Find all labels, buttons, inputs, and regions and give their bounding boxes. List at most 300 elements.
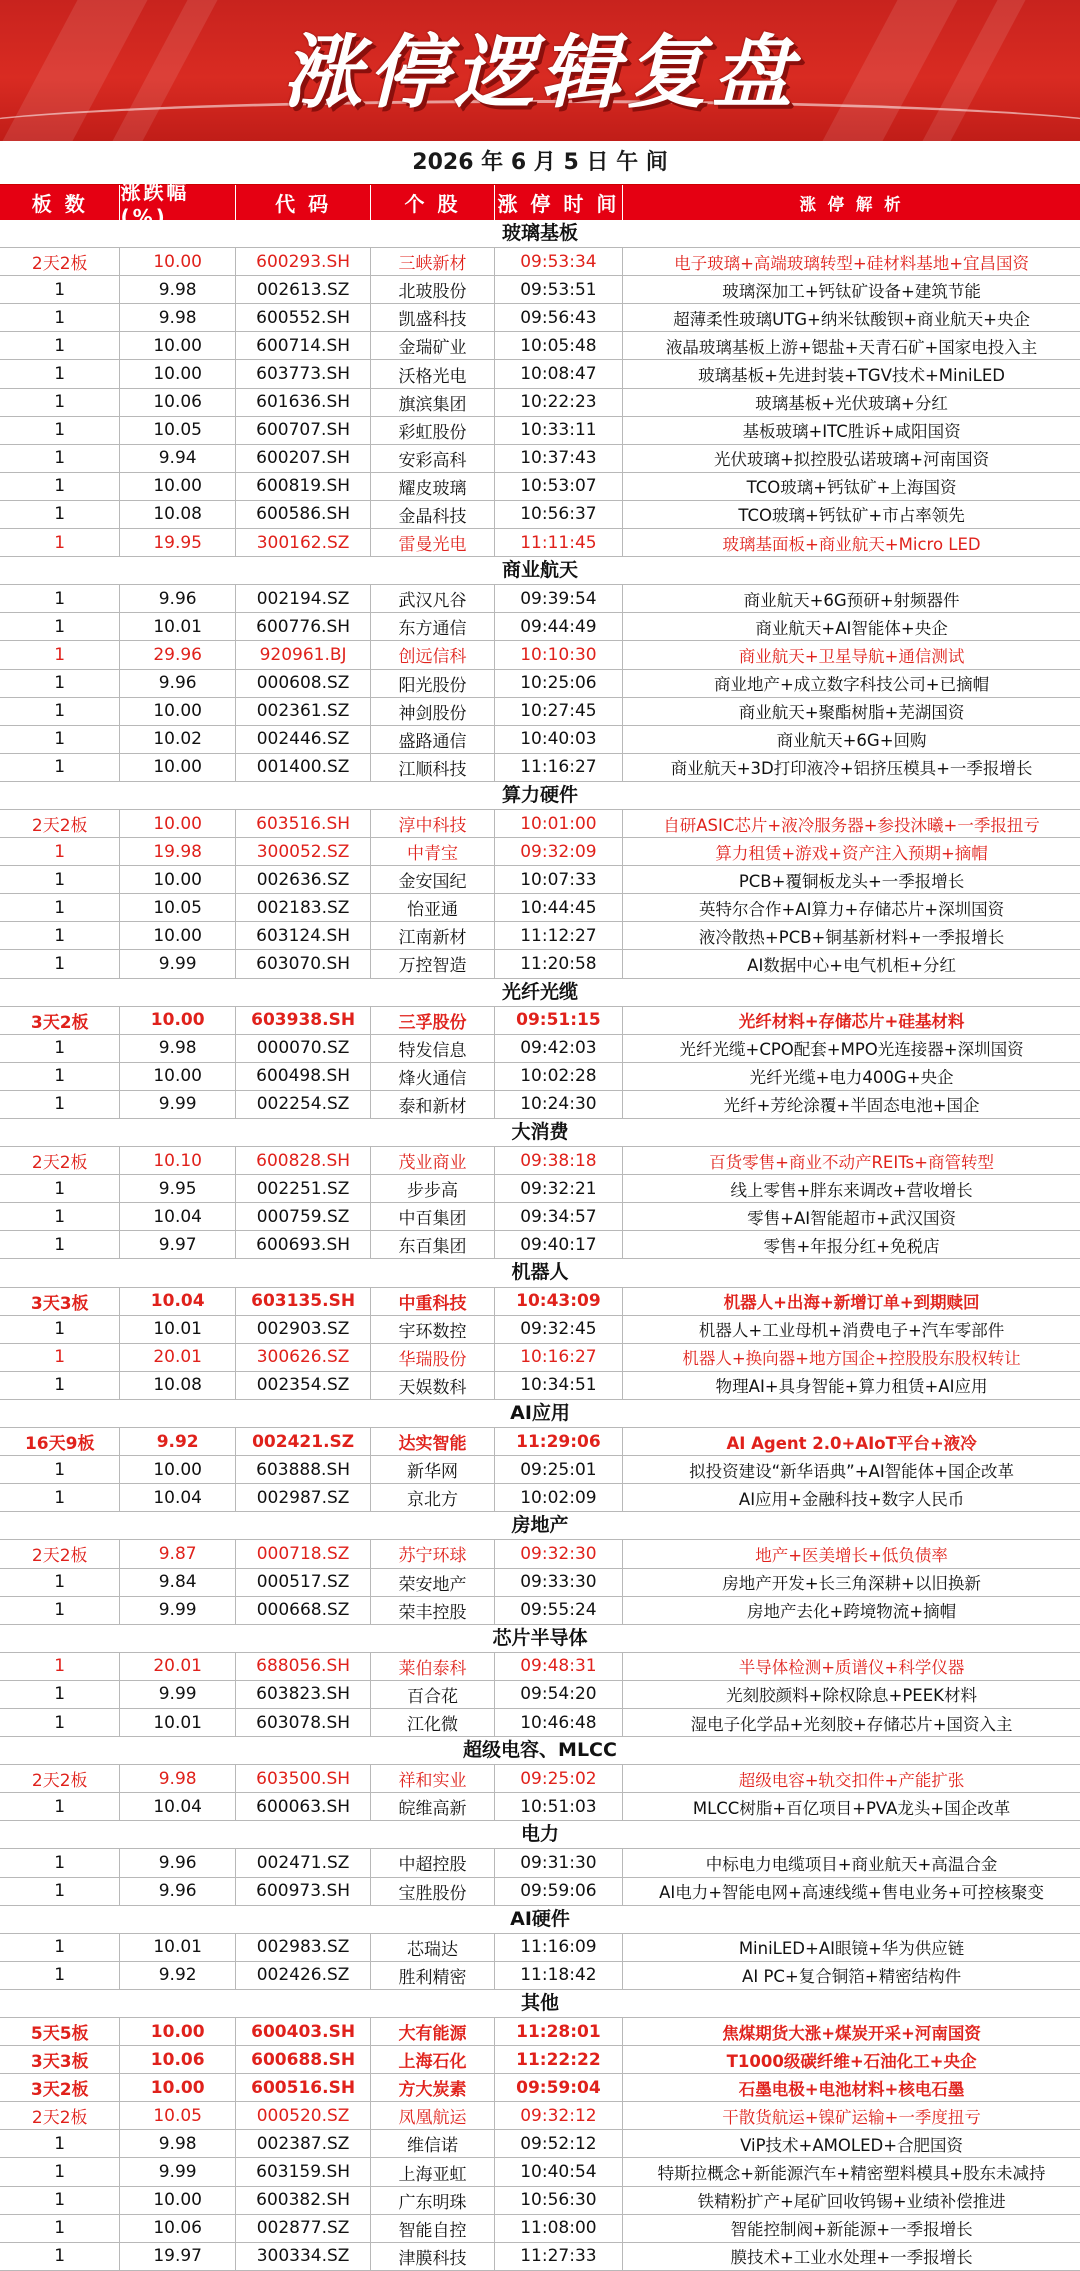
board-count-cell: 1 <box>0 1597 120 1624</box>
stock-name-cell: 茂业商业 <box>371 1147 494 1174</box>
stock-name-cell: 江南新材 <box>371 922 494 949</box>
stock-name-cell: 凯盛科技 <box>371 304 494 331</box>
table-row <box>0 276 1080 304</box>
stock-code-cell: 002426.SZ <box>236 1962 371 1989</box>
table-row <box>0 670 1080 698</box>
stock-name-cell: 金瑞矿业 <box>371 332 494 359</box>
stock-code-cell: 600828.SH <box>236 1147 371 1174</box>
stock-code-cell: 603516.SH <box>236 810 371 837</box>
table-row <box>0 1231 1080 1259</box>
limit-up-time-cell: 10:53:07 <box>495 473 623 500</box>
board-count-cell: 1 <box>0 1035 120 1062</box>
stock-name-cell: 芯瑞达 <box>371 1934 494 1961</box>
stock-code-cell: 002387.SZ <box>236 2130 371 2157</box>
stock-code-cell: 600063.SH <box>236 1793 371 1820</box>
stock-code-cell: 000608.SZ <box>236 670 371 697</box>
table-row <box>0 304 1080 332</box>
change-pct-cell: 10.05 <box>120 894 235 921</box>
limit-up-time-cell: 09:32:45 <box>495 1316 623 1343</box>
limit-up-time-cell: 09:38:18 <box>495 1147 623 1174</box>
reason-cell: 光纤光缆+CPO配套+MPO光连接器+深圳国资 <box>679 1040 1024 1060</box>
board-count-cell: 1 <box>0 529 120 556</box>
limit-up-time-cell: 10:56:37 <box>495 501 623 528</box>
column-header-code: 代 码 <box>236 185 371 220</box>
change-pct-cell: 10.08 <box>120 1372 235 1399</box>
board-count-cell: 1 <box>0 389 120 416</box>
board-count-cell: 1 <box>0 670 120 697</box>
board-count-cell: 1 <box>0 922 120 949</box>
stock-name-cell: 维信诺 <box>371 2130 494 2157</box>
limit-up-time-cell: 09:32:12 <box>495 2102 623 2129</box>
reason-cell: AI电力+智能电网+高速线缆+售电业务+可控核聚变 <box>659 1883 1045 1903</box>
reason-cell: 液晶玻璃基板上游+锶盐+天青石矿+国家电投入主 <box>665 337 1038 357</box>
page-title: 涨停逻辑复盘 <box>282 26 798 119</box>
board-count-cell: 2天2板 <box>0 2102 120 2129</box>
table-row <box>0 1793 1080 1821</box>
board-count-cell: 1 <box>0 2187 120 2214</box>
table-row <box>0 1934 1080 1962</box>
board-count-cell: 1 <box>0 417 120 444</box>
reason-cell: AI应用+金融科技+数字人民币 <box>738 1489 965 1509</box>
limit-up-time-cell: 09:56:43 <box>495 304 623 331</box>
change-pct-cell: 10.06 <box>120 2046 235 2073</box>
limit-up-time-cell: 11:20:58 <box>495 950 623 977</box>
board-count-cell: 1 <box>0 1231 120 1258</box>
reason-cell: 液冷散热+PCB+铜基新材料+一季报增长 <box>698 927 1005 947</box>
table-row <box>0 1063 1080 1091</box>
board-count-cell: 1 <box>0 698 120 725</box>
section-header: AI应用 <box>0 1400 1080 1428</box>
stock-name-cell: 凤凰航运 <box>371 2102 494 2129</box>
table-row <box>0 641 1080 669</box>
board-count-cell: 3天3板 <box>0 1288 120 1315</box>
board-count-cell: 3天3板 <box>0 2046 120 2073</box>
table-row <box>0 1175 1080 1203</box>
limit-up-time-cell: 11:16:27 <box>495 754 623 781</box>
board-count-cell: 3天2板 <box>0 2074 120 2101</box>
section-header: 超级电容、MLCC <box>0 1737 1080 1765</box>
stock-code-cell: 600293.SH <box>236 248 371 275</box>
stock-name-cell: 泰和新材 <box>371 1091 494 1118</box>
column-header-change: 涨跌幅(%) <box>120 185 235 220</box>
stock-code-cell: 600707.SH <box>236 417 371 444</box>
limit-up-time-cell: 10:07:33 <box>495 866 623 893</box>
change-pct-cell: 19.98 <box>120 838 235 865</box>
stock-code-cell: 600776.SH <box>236 613 371 640</box>
table-row <box>0 1765 1080 1793</box>
limit-up-time-cell: 11:16:09 <box>495 1934 623 1961</box>
stock-code-cell: 002471.SZ <box>236 1849 371 1876</box>
table-row <box>0 726 1080 754</box>
limit-up-time-cell: 10:43:09 <box>495 1288 623 1315</box>
change-pct-cell: 20.01 <box>120 1344 235 1371</box>
change-pct-cell: 19.95 <box>120 529 235 556</box>
limit-up-time-cell: 09:42:03 <box>495 1035 623 1062</box>
board-count-cell: 1 <box>0 1849 120 1876</box>
change-pct-cell: 10.00 <box>120 810 235 837</box>
stock-code-cell: 600382.SH <box>236 2187 371 2214</box>
table-header <box>0 180 1080 229</box>
board-count-cell: 1 <box>0 754 120 781</box>
reason-cell: 智能控制阀+新能源+一季报增长 <box>730 2220 973 2240</box>
board-count-cell: 1 <box>0 1709 120 1736</box>
stock-code-cell: 603823.SH <box>236 1681 371 1708</box>
stock-code-cell: 600819.SH <box>236 473 371 500</box>
limit-up-time-cell: 09:34:57 <box>495 1203 623 1230</box>
stock-name-cell: 百合花 <box>371 1681 494 1708</box>
change-pct-cell: 10.06 <box>120 2215 235 2242</box>
board-count-cell: 1 <box>0 1793 120 1820</box>
limit-up-time-cell: 11:08:00 <box>495 2215 623 2242</box>
board-count-cell: 2天2板 <box>0 1765 120 1792</box>
stock-code-cell: 300162.SZ <box>236 529 371 556</box>
reason-cell: 玻璃基板+先进封装+TGV技术+MiniLED <box>698 366 1005 386</box>
change-pct-cell: 10.04 <box>120 1288 235 1315</box>
limit-up-time-cell: 10:02:28 <box>495 1063 623 1090</box>
stock-code-cell: 600552.SH <box>236 304 371 331</box>
limit-up-time-cell: 10:16:27 <box>495 1344 623 1371</box>
limit-up-time-cell: 11:18:42 <box>495 1962 623 1989</box>
stock-name-cell: 中青宝 <box>371 838 494 865</box>
table-row <box>0 1597 1080 1625</box>
reason-cell: 百货零售+商业不动产REITs+商管转型 <box>709 1152 994 1172</box>
change-pct-cell: 10.01 <box>120 1934 235 1961</box>
change-pct-cell: 9.98 <box>120 1035 235 1062</box>
column-header-reason: 涨 停 解 析 <box>799 194 904 214</box>
board-count-cell: 2天2板 <box>0 248 120 275</box>
board-count-cell: 1 <box>0 360 120 387</box>
change-pct-cell: 10.00 <box>120 1063 235 1090</box>
limit-up-time-cell: 11:27:33 <box>495 2243 623 2270</box>
board-count-cell: 1 <box>0 276 120 303</box>
board-count-cell: 1 <box>0 2158 120 2185</box>
limit-up-time-cell: 09:51:15 <box>495 1007 623 1034</box>
reason-cell: 商业航天+6G+回购 <box>776 731 927 751</box>
table-row <box>0 2158 1080 2186</box>
reason-cell: 光纤+芳纶涂覆+半固态电池+国企 <box>723 1096 980 1116</box>
table-row <box>0 2130 1080 2158</box>
stock-name-cell: 中重科技 <box>371 1288 494 1315</box>
limit-up-time-cell: 09:59:06 <box>495 1878 623 1905</box>
board-count-cell: 1 <box>0 2130 120 2157</box>
section-header: 大消费 <box>0 1119 1080 1147</box>
reason-cell: 玻璃基板+光伏玻璃+分红 <box>755 394 948 414</box>
stock-code-cell: 000759.SZ <box>236 1203 371 1230</box>
section-header: 算力硬件 <box>0 782 1080 810</box>
table-row <box>0 2215 1080 2243</box>
reason-cell: ViP技术+AMOLED+合肥国资 <box>740 2135 964 2155</box>
stock-code-cell: 300626.SZ <box>236 1344 371 1371</box>
section-header: 电力 <box>0 1821 1080 1849</box>
table-row <box>0 866 1080 894</box>
change-pct-cell: 10.04 <box>120 1793 235 1820</box>
reason-cell: 石墨电极+电池材料+核电石墨 <box>738 2079 965 2099</box>
table-row <box>0 585 1080 613</box>
stock-code-cell: 002983.SZ <box>236 1934 371 1961</box>
table-row <box>0 698 1080 726</box>
limit-up-time-cell: 10:44:45 <box>495 894 623 921</box>
section-header: AI硬件 <box>0 1906 1080 1934</box>
table-row <box>0 1540 1080 1568</box>
reason-cell: 自研ASIC芯片+液冷服务器+参投沐曦+一季报扭亏 <box>663 815 1040 835</box>
stock-name-cell: 步步高 <box>371 1175 494 1202</box>
reason-cell: 光刻胶颜料+除权除息+PEEK材料 <box>726 1686 977 1706</box>
board-count-cell: 1 <box>0 866 120 893</box>
change-pct-cell: 10.01 <box>120 1316 235 1343</box>
reason-cell: 铁精粉扩产+尾矿回收钨锡+业绩补偿推进 <box>697 2192 1006 2212</box>
change-pct-cell: 9.94 <box>120 445 235 472</box>
change-pct-cell: 9.96 <box>120 670 235 697</box>
stock-code-cell: 002354.SZ <box>236 1372 371 1399</box>
table-row <box>0 1035 1080 1063</box>
section-header: 机器人 <box>0 1259 1080 1287</box>
reason-cell: TCO玻璃+钙钛矿+市占率领先 <box>738 506 965 526</box>
stock-code-cell: 603773.SH <box>236 360 371 387</box>
stock-name-cell: 三孚股份 <box>371 1007 494 1034</box>
change-pct-cell: 9.96 <box>120 1849 235 1876</box>
board-count-cell: 1 <box>0 1653 120 1680</box>
change-pct-cell: 10.00 <box>120 866 235 893</box>
change-pct-cell: 9.99 <box>120 2158 235 2185</box>
board-count-cell: 1 <box>0 304 120 331</box>
limit-up-time-cell: 09:44:49 <box>495 613 623 640</box>
reason-cell: 焦煤期货大涨+煤炭开采+河南国资 <box>722 2023 981 2043</box>
stock-name-cell: 金晶科技 <box>371 501 494 528</box>
stock-name-cell: 中百集团 <box>371 1203 494 1230</box>
reason-cell: 房地产去化+跨境物流+摘帽 <box>746 1602 957 1622</box>
board-count-cell: 1 <box>0 332 120 359</box>
limit-up-time-cell: 09:55:24 <box>495 1597 623 1624</box>
limit-up-time-cell: 10:02:09 <box>495 1484 623 1511</box>
table-row <box>0 1091 1080 1119</box>
limit-up-time-cell: 10:27:45 <box>495 698 623 725</box>
change-pct-cell: 9.84 <box>120 1569 235 1596</box>
table-row <box>0 1962 1080 1990</box>
column-header-time: 涨 停 时 间 <box>495 185 623 220</box>
table-row <box>0 248 1080 276</box>
stock-name-cell: 达实智能 <box>371 1428 494 1455</box>
board-count-cell: 1 <box>0 641 120 668</box>
table-row <box>0 950 1080 978</box>
table-row <box>0 1007 1080 1035</box>
stock-code-cell: 920961.BJ <box>236 641 371 668</box>
change-pct-cell: 10.00 <box>120 473 235 500</box>
stock-code-cell: 600207.SH <box>236 445 371 472</box>
change-pct-cell: 9.96 <box>120 1878 235 1905</box>
limit-up-time-cell: 09:54:20 <box>495 1681 623 1708</box>
stock-name-cell: 雷曼光电 <box>371 529 494 556</box>
board-count-cell: 1 <box>0 1175 120 1202</box>
change-pct-cell: 10.10 <box>120 1147 235 1174</box>
board-count-cell: 1 <box>0 1962 120 1989</box>
stock-code-cell: 000070.SZ <box>236 1035 371 1062</box>
stock-name-cell: 胜利精密 <box>371 1962 494 1989</box>
stock-name-cell: 盛路通信 <box>371 726 494 753</box>
change-pct-cell: 10.00 <box>120 1456 235 1483</box>
column-header-stock: 个 股 <box>371 185 494 220</box>
stock-code-cell: 600714.SH <box>236 332 371 359</box>
reason-cell: 中标电力电缆项目+商业航天+高温合金 <box>705 1854 998 1874</box>
board-count-cell: 1 <box>0 1063 120 1090</box>
stock-name-cell: 江顺科技 <box>371 754 494 781</box>
reason-cell: 地产+医美增长+低负债率 <box>755 1545 948 1565</box>
table-row <box>0 360 1080 388</box>
reason-cell: AI Agent 2.0+AIoT平台+液冷 <box>726 1433 977 1453</box>
stock-name-cell: 淳中科技 <box>371 810 494 837</box>
board-count-cell: 1 <box>0 1934 120 1961</box>
limit-up-time-cell: 10:51:03 <box>495 1793 623 1820</box>
stock-name-cell: 莱伯泰科 <box>371 1653 494 1680</box>
change-pct-cell: 10.01 <box>120 1709 235 1736</box>
stock-code-cell: 600693.SH <box>236 1231 371 1258</box>
stock-name-cell: 东方通信 <box>371 613 494 640</box>
table-row <box>0 754 1080 782</box>
stock-name-cell: 耀皮玻璃 <box>371 473 494 500</box>
change-pct-cell: 10.00 <box>120 1007 235 1034</box>
board-count-cell: 2天2板 <box>0 1540 120 1567</box>
reason-cell: PCB+覆铜板龙头+一季报增长 <box>738 871 965 891</box>
stock-name-cell: 祥和实业 <box>371 1765 494 1792</box>
stock-code-cell: 603159.SH <box>236 2158 371 2185</box>
table-row <box>0 417 1080 445</box>
reason-cell: 湿电子化学品+光刻胶+存储芯片+国资入主 <box>690 1714 1013 1734</box>
stock-name-cell: 上海石化 <box>371 2046 494 2073</box>
limit-up-time-cell: 09:32:30 <box>495 1540 623 1567</box>
change-pct-cell: 9.98 <box>120 1765 235 1792</box>
stock-name-cell: 沃格光电 <box>371 360 494 387</box>
stock-code-cell: 603888.SH <box>236 1456 371 1483</box>
board-count-cell: 1 <box>0 585 120 612</box>
stock-name-cell: 金安国纪 <box>371 866 494 893</box>
stock-name-cell: 特发信息 <box>371 1035 494 1062</box>
stock-code-cell: 300052.SZ <box>236 838 371 865</box>
stock-code-cell: 600516.SH <box>236 2074 371 2101</box>
change-pct-cell: 10.00 <box>120 332 235 359</box>
limit-up-time-cell: 11:28:01 <box>495 2018 623 2045</box>
stock-code-cell: 603124.SH <box>236 922 371 949</box>
change-pct-cell: 10.08 <box>120 501 235 528</box>
change-pct-cell: 10.00 <box>120 2074 235 2101</box>
limit-up-time-cell: 10:33:11 <box>495 417 623 444</box>
reason-cell: 玻璃深加工+钙钛矿设备+建筑节能 <box>722 281 981 301</box>
table-row <box>0 1344 1080 1372</box>
limit-up-time-cell: 11:11:45 <box>495 529 623 556</box>
change-pct-cell: 10.00 <box>120 754 235 781</box>
reason-cell: 拟投资建设“新华语典”+AI智能体+国企改革 <box>689 1461 1015 1481</box>
board-count-cell: 1 <box>0 894 120 921</box>
date-label: 2026 年 6 月 5 日 午 间 <box>0 141 1080 185</box>
reason-cell: 基板玻璃+ITC胜诉+咸阳国资 <box>742 422 961 442</box>
stock-code-cell: 000718.SZ <box>236 1540 371 1567</box>
limit-up-time-cell: 10:08:47 <box>495 360 623 387</box>
board-count-cell: 1 <box>0 445 120 472</box>
board-count-cell: 1 <box>0 501 120 528</box>
stock-name-cell: 三峡新材 <box>371 248 494 275</box>
limit-up-time-cell: 10:01:00 <box>495 810 623 837</box>
section-header: 房地产 <box>0 1512 1080 1540</box>
table-row <box>0 2243 1080 2271</box>
table-row <box>0 1653 1080 1681</box>
reason-cell: 算力租赁+游戏+资产注入预期+摘帽 <box>715 843 988 863</box>
limit-up-time-cell: 10:40:54 <box>495 2158 623 2185</box>
stock-name-cell: 武汉凡谷 <box>371 585 494 612</box>
table-row <box>0 1316 1080 1344</box>
stock-code-cell: 600973.SH <box>236 1878 371 1905</box>
limit-up-time-cell: 09:53:34 <box>495 248 623 275</box>
reason-cell: 半导体检测+质谱仪+科学仪器 <box>738 1658 965 1678</box>
table-row <box>0 332 1080 360</box>
change-pct-cell: 10.06 <box>120 389 235 416</box>
change-pct-cell: 9.96 <box>120 585 235 612</box>
board-count-cell: 1 <box>0 1091 120 1118</box>
limit-up-time-cell: 09:32:21 <box>495 1175 623 1202</box>
board-count-cell: 1 <box>0 613 120 640</box>
board-count-cell: 1 <box>0 1569 120 1596</box>
table-row <box>0 529 1080 557</box>
reason-cell: 机器人+工业母机+消费电子+汽车零部件 <box>698 1321 1005 1341</box>
change-pct-cell: 10.04 <box>120 1484 235 1511</box>
board-count-cell: 1 <box>0 473 120 500</box>
title-banner <box>0 0 1080 141</box>
stock-code-cell: 688056.SH <box>236 1653 371 1680</box>
change-pct-cell: 9.99 <box>120 1681 235 1708</box>
limit-up-time-cell: 09:48:31 <box>495 1653 623 1680</box>
change-pct-cell: 9.99 <box>120 1091 235 1118</box>
table-row <box>0 445 1080 473</box>
change-pct-cell: 10.04 <box>120 1203 235 1230</box>
table-row <box>0 473 1080 501</box>
reason-cell: 商业航天+3D打印液冷+铝挤压模具+一季报增长 <box>670 759 1033 779</box>
board-count-cell: 1 <box>0 1456 120 1483</box>
stock-code-cell: 002877.SZ <box>236 2215 371 2242</box>
stock-code-cell: 000668.SZ <box>236 1597 371 1624</box>
board-count-cell: 1 <box>0 1372 120 1399</box>
reason-cell: 机器人+出海+新增订单+到期赎回 <box>723 1293 980 1313</box>
reason-cell: 英特尔合作+AI算力+存储芯片+深圳国资 <box>698 899 1005 919</box>
table-row <box>0 1147 1080 1175</box>
stock-name-cell: 江化微 <box>371 1709 494 1736</box>
stock-name-cell: 广东明珠 <box>371 2187 494 2214</box>
reason-cell: 光纤光缆+电力400G+央企 <box>749 1068 954 1088</box>
table-row <box>0 1681 1080 1709</box>
section-header: 商业航天 <box>0 557 1080 585</box>
table-row <box>0 1878 1080 1906</box>
reason-cell: 商业航天+卫星导航+通信测试 <box>738 646 965 666</box>
change-pct-cell: 10.05 <box>120 2102 235 2129</box>
reason-cell: 线上零售+胖东来调改+营收增长 <box>730 1180 973 1200</box>
stock-name-cell: 津膜科技 <box>371 2243 494 2270</box>
change-pct-cell: 10.00 <box>120 698 235 725</box>
table-row <box>0 1288 1080 1316</box>
reason-cell: AI数据中心+电气机柜+分红 <box>747 955 956 975</box>
limit-up-time-cell: 10:24:30 <box>495 1091 623 1118</box>
limit-up-time-cell: 11:22:22 <box>495 2046 623 2073</box>
stock-name-cell: 烽火通信 <box>371 1063 494 1090</box>
limit-up-time-cell: 09:31:30 <box>495 1849 623 1876</box>
stock-code-cell: 002987.SZ <box>236 1484 371 1511</box>
limit-up-time-cell: 11:12:27 <box>495 922 623 949</box>
reason-cell: 超薄柔性玻璃UTG+纳米钛酸钡+商业航天+央企 <box>673 309 1031 329</box>
stock-code-cell: 002254.SZ <box>236 1091 371 1118</box>
reason-cell: 房地产开发+长三角深耕+以旧换新 <box>722 1574 981 1594</box>
change-pct-cell: 20.01 <box>120 1653 235 1680</box>
table-row <box>0 1456 1080 1484</box>
table-row <box>0 1569 1080 1597</box>
stock-name-cell: 彩虹股份 <box>371 417 494 444</box>
limit-up-time-cell: 10:22:23 <box>495 389 623 416</box>
board-count-cell: 1 <box>0 1203 120 1230</box>
stock-name-cell: 阳光股份 <box>371 670 494 697</box>
